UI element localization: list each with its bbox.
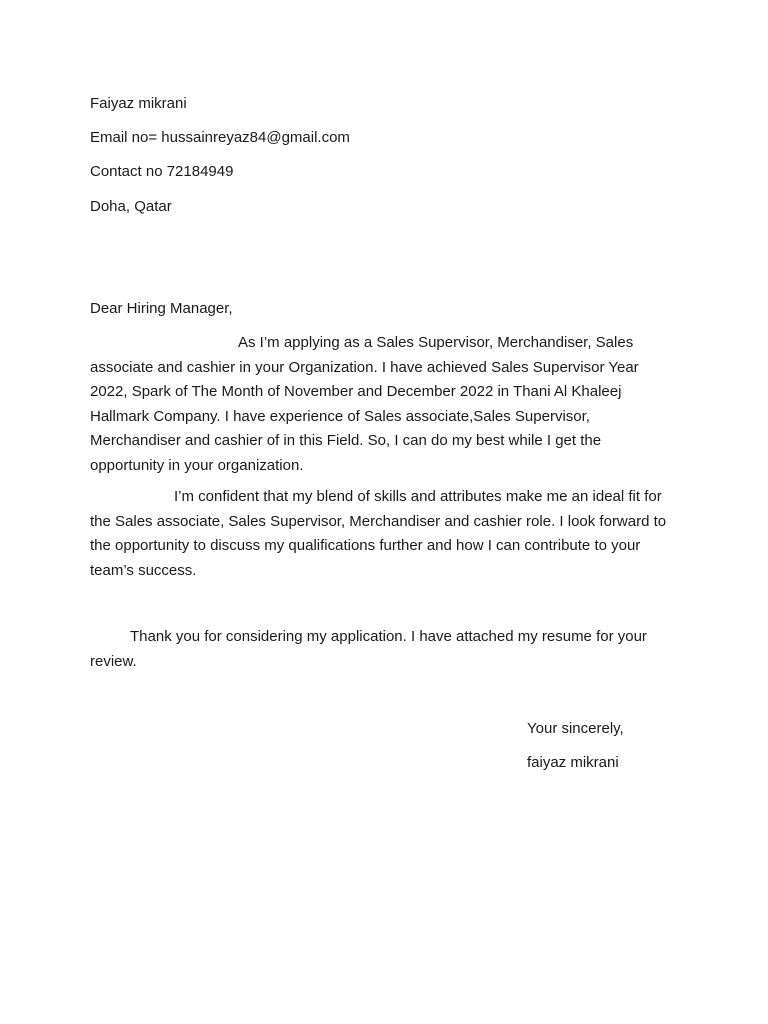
body-paragraph-1: As I’m applying as a Sales Supervisor, Merchandiser, Sales associate and cashier in your Organization. I have achieved Sales Supervisor Year 2022, Spark of The Month of November and December 2022 in Thani Al Khaleej Hallmark Company. I have experience of Sales associate,Sales Supervisor, Merchandiser and cashier of in this Field. So, I can do my best while I get the opportunity in your organization. — [90, 334, 639, 474]
body-paragraph-3: Thank you for considering my application. I have attached my resume for your review. — [90, 628, 647, 670]
closing-phrase: Your sincerely, — [527, 720, 624, 737]
signature-name: faiyaz mikrani — [527, 754, 619, 771]
sender-email: Email no= hussainreyaz84@gmail.com — [90, 129, 350, 146]
body-paragraph-2: I’m confident that my blend of skills and attributes make me an ideal fit for the Sales associate, Sales Supervisor, Merchandiser and cashier role. I look forward to the opportunity to discuss my qualifications further and how I can contribute to your team’s success. — [90, 488, 667, 579]
salutation: Dear Hiring Manager, — [90, 300, 233, 317]
sender-name: Faiyaz mikrani — [90, 95, 187, 112]
sender-location: Doha, Qatar — [90, 198, 172, 215]
sender-contact: Contact no 72184949 — [90, 163, 234, 180]
